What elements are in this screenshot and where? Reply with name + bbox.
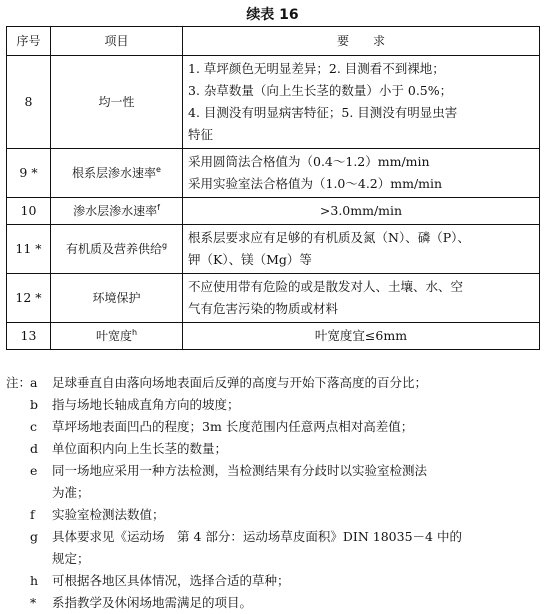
- requirement-line: >3.0mm/min: [319, 203, 403, 218]
- requirement-line: 钾（K）、镁（Mg）等: [188, 252, 312, 267]
- note-key: d: [30, 441, 39, 456]
- note-text: 规定；: [52, 551, 90, 566]
- requirement-line: 3. 杂草数量（向上生长茎的数量）小于 0.5%；: [188, 83, 453, 98]
- note-key: [30, 548, 52, 570]
- note-item: [6, 394, 539, 416]
- requirement-line: 叶宽度宜≤6mm: [314, 328, 408, 343]
- table-row: [7, 198, 540, 225]
- row-item: [51, 225, 183, 274]
- note-item: [6, 460, 539, 482]
- row-item: [51, 274, 183, 323]
- note-lead: [6, 394, 30, 416]
- requirement-line: 根系层要求应有足够的有机质及氮（N）、磷（P）、: [188, 230, 470, 245]
- table-row: [7, 56, 540, 149]
- table-header-row: [7, 27, 540, 56]
- row-item-label: 叶宽度: [95, 329, 132, 343]
- note-text: 足球垂直自由落向场地表面后反弹的高度与开始下落高度的百分比；: [52, 375, 428, 390]
- note-key: b: [30, 397, 39, 412]
- requirement-line: 特征: [188, 127, 214, 142]
- row-requirement: [183, 149, 540, 198]
- row-requirement: [183, 198, 540, 225]
- note-key: f: [30, 507, 35, 522]
- note-lead: [6, 570, 30, 592]
- note-text: 可根据各地区具体情况，选择合适的草种；: [52, 573, 290, 588]
- footnote-marker: f: [157, 203, 160, 212]
- row-item-label: 渗水层渗水速率: [73, 204, 158, 218]
- note-lead: [6, 548, 30, 570]
- note-text: 单位面积内向上生长茎的数量；: [52, 441, 228, 456]
- note-key: c: [30, 419, 38, 434]
- note-continuation: [6, 482, 539, 504]
- row-item-label: 有机质及营养供给: [65, 242, 162, 256]
- row-item: [51, 149, 183, 198]
- note-item: [6, 526, 539, 548]
- note-item: [6, 592, 539, 614]
- note-item: [6, 416, 539, 438]
- row-number: 9 *: [7, 149, 51, 198]
- row-item-label: 均一性: [98, 95, 135, 109]
- note-key: [30, 482, 52, 504]
- note-text: 指与场地长轴成直角方向的坡度；: [52, 397, 240, 412]
- table-title: 续表 16: [246, 7, 299, 23]
- note-text: 草坪场地表面凹凸的程度；3m 长度范围内任意两点相对高差值；: [52, 419, 414, 434]
- note-lead: [6, 438, 30, 460]
- row-item: [51, 56, 183, 149]
- note-lead: [6, 592, 30, 614]
- header-no: 序号: [7, 27, 51, 56]
- row-requirement: [183, 323, 540, 350]
- header-requirement: 要 求: [183, 27, 540, 56]
- note-item: [6, 570, 539, 592]
- table-row: [7, 323, 540, 350]
- requirement-line: 采用实验室法合格值为（1.0～4.2）mm/min: [188, 176, 443, 191]
- note-text: 同一场地应采用一种方法检测，当检测结果有分歧时以实验室检测法: [52, 463, 428, 478]
- spec-table: [6, 26, 540, 350]
- note-text: 实验室检测法数值；: [52, 507, 165, 522]
- note-key: a: [30, 375, 38, 390]
- note-text: 为准；: [52, 485, 90, 500]
- note-key: g: [30, 529, 39, 544]
- footnote-marker: h: [131, 328, 138, 337]
- row-requirement: [183, 274, 540, 323]
- row-item-label: 环境保护: [92, 291, 141, 305]
- note-lead: [6, 526, 30, 548]
- footnote-marker: e: [156, 165, 161, 174]
- note-lead: [6, 416, 30, 438]
- row-number: 8: [7, 56, 51, 149]
- note-text: 系指教学及休闲场地需满足的项目。: [52, 595, 253, 610]
- table-row: [7, 225, 540, 274]
- row-number: 11 *: [7, 225, 51, 274]
- footnote-marker: g: [161, 241, 168, 250]
- note-key: e: [30, 463, 38, 478]
- note-item: [6, 372, 539, 394]
- note-item: [6, 438, 539, 460]
- table-row: [7, 274, 540, 323]
- row-number: 12 *: [7, 274, 51, 323]
- row-item: [51, 198, 183, 225]
- row-number: 13: [7, 323, 51, 350]
- row-requirement: [183, 56, 540, 149]
- row-item-label: 根系层渗水速率: [72, 166, 157, 180]
- note-key: h: [30, 573, 39, 588]
- row-requirement: [183, 225, 540, 274]
- note-continuation: [6, 548, 539, 570]
- requirement-line: 1. 草坪颜色无明显差异；2. 目测看不到裸地；: [188, 61, 445, 76]
- row-item: [51, 323, 183, 350]
- note-lead: [6, 460, 30, 482]
- header-item: 项目: [51, 27, 183, 56]
- requirement-line: 气有危害污染的物质或材料: [188, 301, 339, 316]
- requirement-line: 4. 目测没有明显病害特征；5. 目测没有明显虫害: [188, 105, 458, 120]
- note-key: *: [30, 595, 37, 610]
- table-row: [7, 149, 540, 198]
- row-number: 10: [7, 198, 51, 225]
- note-lead: 注：: [6, 375, 32, 390]
- note-lead: [6, 482, 30, 504]
- note-text: 具体要求见《运动场 第 4 部分：运动场草皮面积》DIN 18035－4 中的: [52, 529, 462, 544]
- requirement-line: 不应使用带有危险的或是散发对人、土壤、水、空: [188, 279, 464, 294]
- requirement-line: 采用圆筒法合格值为（0.4～1.2）mm/min: [188, 154, 430, 169]
- table-notes: [6, 372, 539, 614]
- note-item: [6, 504, 539, 526]
- note-lead: [6, 504, 30, 526]
